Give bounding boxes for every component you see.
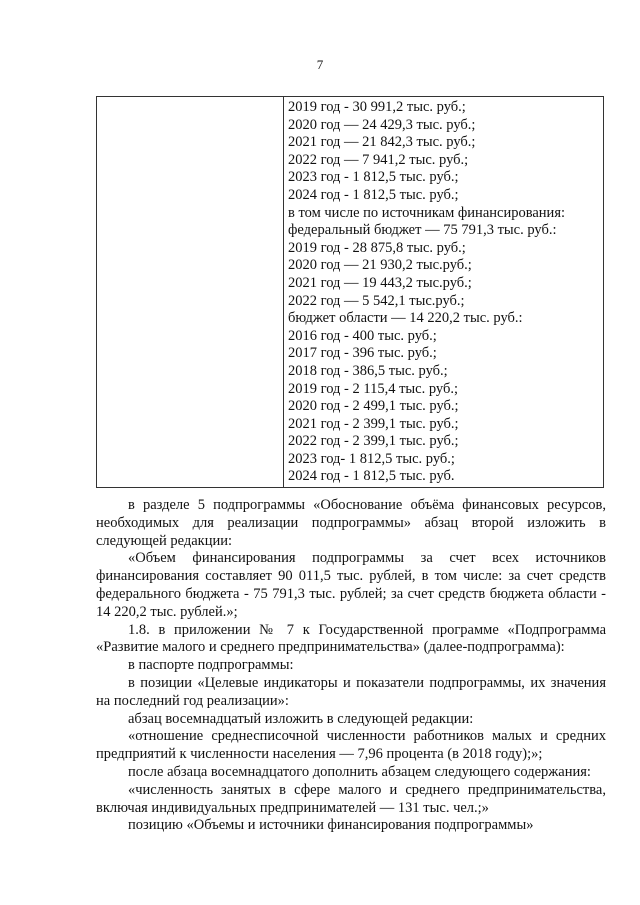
funding-cell — [288, 99, 565, 486]
paragraph: после абзаца восемнадцатого дополнить абзацем следующего содержания: — [128, 763, 591, 780]
funding-line: 2019 год - 2 115,4 тыс. руб.; — [288, 380, 458, 397]
funding-line: 2022 год - 2 399,1 тыс. руб.; — [288, 433, 459, 450]
funding-line: в том числе по источникам финансирования: — [288, 204, 566, 221]
paragraph: в паспорте подпрограммы: — [128, 657, 294, 674]
page-number: 7 — [316, 57, 324, 72]
paragraph: позицию «Объемы и источники финансирования подпрограммы» — [128, 817, 534, 834]
paragraph: абзац восемнадцатый изложить в следующей редакции: — [128, 710, 474, 727]
funding-line: 2017 год - 396 тыс. руб.; — [288, 345, 437, 362]
paragraph: в разделе 5 подпрограммы «Обоснование объёма финансовых ресурсов, необходимых для реализации подпрограммы» абзац второй изложить в следующей редакции: — [96, 497, 606, 549]
funding-line: федеральный бюджет — 75 791,3 тыс. руб.: — [288, 222, 557, 239]
funding-line: 2016 год - 400 тыс. руб.; — [288, 327, 437, 344]
funding-line: 2022 год — 5 542,1 тыс.руб.; — [288, 292, 465, 309]
funding-line: 2019 год - 30 991,2 тыс. руб.; — [288, 99, 466, 115]
funding-line: 2022 год — 7 941,2 тыс. руб.; — [288, 151, 469, 168]
paragraph: «Объем финансирования подпрограммы за счет всех источников финансирования составляет 90 011,5 тыс. рублей, в том числе: за счет средств федерального бюджета - 75 791,3 тыс. рублей; за счет средств бюджета области - 14 220,2 тыс. рублей.»; — [96, 550, 606, 620]
funding-line: 2024 год - 1 812,5 тыс. руб. — [288, 468, 455, 485]
funding-line: 2020 год — 24 429,3 тыс. руб.; — [288, 116, 476, 133]
funding-line: 2021 год — 21 842,3 тыс. руб.; — [288, 134, 476, 151]
paragraph: в позиции «Целевые индикаторы и показатели подпрограммы, их значения на последний год реализации»: — [96, 674, 606, 709]
paragraph: «отношение среднесписочной численности работников малых и средних предприятий к численности населения — 7,96 процента (в 2018 году);»; — [96, 728, 606, 763]
funding-line: 2023 год - 1 812,5 тыс. руб.; — [288, 169, 459, 186]
funding-line: 2021 год - 2 399,1 тыс. руб.; — [288, 415, 459, 432]
paragraph: «численность занятых в сфере малого и среднего предпринимательства, включая индивидуальных предпринимателей — 131 тыс. чел.;» — [96, 781, 606, 816]
funding-line: 2020 год — 21 930,2 тыс.руб.; — [288, 257, 472, 274]
funding-line: 2024 год - 1 812,5 тыс. руб.; — [288, 186, 459, 203]
table-column-divider — [283, 96, 284, 488]
funding-line: 2023 год- 1 812,5 тыс. руб.; — [288, 450, 455, 467]
funding-line: 2021 год — 19 443,2 тыс.руб.; — [288, 274, 472, 291]
paragraph: 1.8. в приложении № 7 к Государственной программе «Подпрограмма «Развитие малого и среднего предпринимательства» (далее-подпрограмма): — [96, 621, 606, 656]
document-body — [96, 497, 606, 835]
funding-line: 2018 год - 386,5 тыс. руб.; — [288, 362, 448, 379]
funding-line: бюджет области — 14 220,2 тыс. руб.: — [288, 310, 523, 327]
funding-line: 2019 год - 28 875,8 тыс. руб.; — [288, 239, 466, 256]
funding-line: 2020 год - 2 499,1 тыс. руб.; — [288, 398, 459, 415]
